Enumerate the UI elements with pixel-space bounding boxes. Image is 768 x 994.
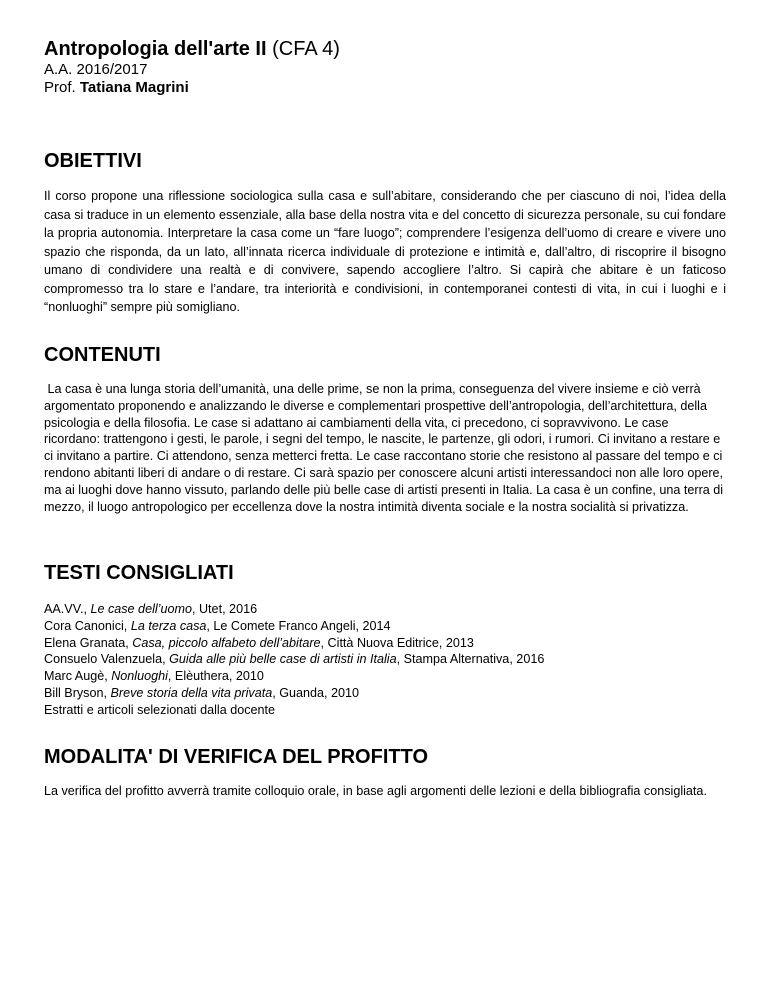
course-title-bold: Antropologia dell'arte II [44, 38, 267, 60]
book-author: Cora Canonici, [44, 618, 131, 633]
professor-name: Tatiana Magrini [79, 79, 189, 96]
course-header [44, 37, 726, 97]
book-title: Casa, piccolo alfabeto dell’abitare [132, 635, 321, 650]
section-heading-contenuti: CONTENUTI [44, 344, 161, 366]
bibliography-item [44, 702, 726, 719]
book-author: Marc Augè, [44, 669, 112, 684]
book-publisher: , Elèuthera, 2010 [167, 669, 264, 684]
bibliography-item [44, 618, 726, 635]
section-heading-obiettivi: OBIETTIVI [44, 150, 142, 172]
bibliography-item [44, 685, 726, 702]
professor-line [44, 79, 726, 97]
book-author: Bill Bryson, [44, 685, 111, 700]
section-heading-modalita: MODALITA' DI VERIFICA DEL PROFITTO [44, 746, 429, 768]
book-publisher: , Città Nuova Editrice, 2013 [320, 635, 474, 650]
bibliography-list [44, 601, 726, 719]
section-obiettivi [44, 149, 726, 317]
section-heading-testi: TESTI CONSIGLIATI [44, 562, 234, 584]
book-title: La terza casa [130, 618, 207, 633]
modalita-text: La verifica del profitto avverrà tramite colloquio orale, in base agli argomenti delle lezioni e della bibliografia consigliata. [44, 784, 707, 798]
professor-prefix: Prof. [44, 79, 80, 96]
book-publisher: , Guanda, 2010 [272, 685, 360, 700]
book-author: Estratti e articoli selezionati dalla docente [44, 702, 276, 717]
bibliography-item [44, 635, 726, 652]
book-publisher: , Le Comete Franco Angeli, 2014 [206, 618, 391, 633]
academic-year: A.A. 2016/2017 [44, 61, 148, 78]
book-author: Consuelo Valenzuela, [44, 652, 170, 667]
section-modalita-verifica [44, 745, 726, 800]
book-author: Elena Granata, [44, 635, 133, 650]
bibliography-item [44, 651, 726, 668]
section-contenuti [44, 343, 726, 515]
book-title: Guida alle più belle case di artisti in Italia [169, 652, 397, 667]
book-publisher: , Stampa Alternativa, 2016 [396, 652, 545, 667]
book-publisher: , Utet, 2016 [191, 602, 258, 616]
document-page [44, 37, 727, 798]
bibliography-item [44, 601, 726, 618]
section-testi-consigliati [44, 561, 726, 719]
book-title: Breve storia della vita privata [110, 685, 273, 700]
bibliography-item [44, 668, 726, 685]
course-title [44, 37, 726, 61]
obiettivi-text: Il corso propone una riflessione sociologica sulla casa e sull’abitare, considerando che per ciascuno di noi, l’idea della casa si traduce in un elemento essenziale, alla base della nostra vita e del concetto di sicurezza personale, su cui fondare la propria autonomia. Interpretare la casa come un “fare luogo”; comprendere l’esigenza dell’uomo di creare e vivere uno spazio che risponda, da un lato, all’innata ricerca individuale di protezione e intimità e, dall’altro, di riscoprire il bisogno umano di condividere una realtà e di convivere, sapendo accogliere l’altro. Si capirà che abitare è un faticoso compromesso tra lo stare e l’andare, tra interiorità e condivisioni, in contemporanei contesti di vita, in cui i luoghi e i “nonluoghi” sempre più somigliano. [44, 189, 726, 314]
course-credits: (CFA 4) [266, 38, 340, 60]
book-title: Nonluoghi [111, 669, 168, 684]
contenuti-text: La casa è una lunga storia dell’umanità, una delle prime, se non la prima, conseguenza del vivere insieme e ciò verrà argomentato proponendo e analizzando le diverse e complementari prospettive dell’antropologia, dell’architettura, della psicologia e della filosofia. Le case si adattano ai cambiamenti della vita, ci precedono, ci sopravvivono. Le case ricordano: trattengono i gesti, le parole, i segni del tempo, le nascite, le partenze, gli odori, i rumori. Ci invitano a restare e ci invitano a partire. Ci attendono, senza metterci fretta. Le case raccontano storie che resistono al passare del tempo e ci rendono abitanti liberi di andare o di restare. Ci sarà spazio per conoscere alcuni artisti interessandoci non alle loro opere, ma ai luoghi dove hanno vissuto, parlando delle più belle case di artisti presenti in Italia. La casa è un confine, una terra di mezzo, il luogo antropologico per eccellenza dove la nostra intimità diventa sociale e la nostra socialità si privatizza. [44, 382, 727, 514]
book-author: AA.VV., [44, 602, 91, 616]
book-title: Le case dell’uomo [90, 602, 192, 616]
